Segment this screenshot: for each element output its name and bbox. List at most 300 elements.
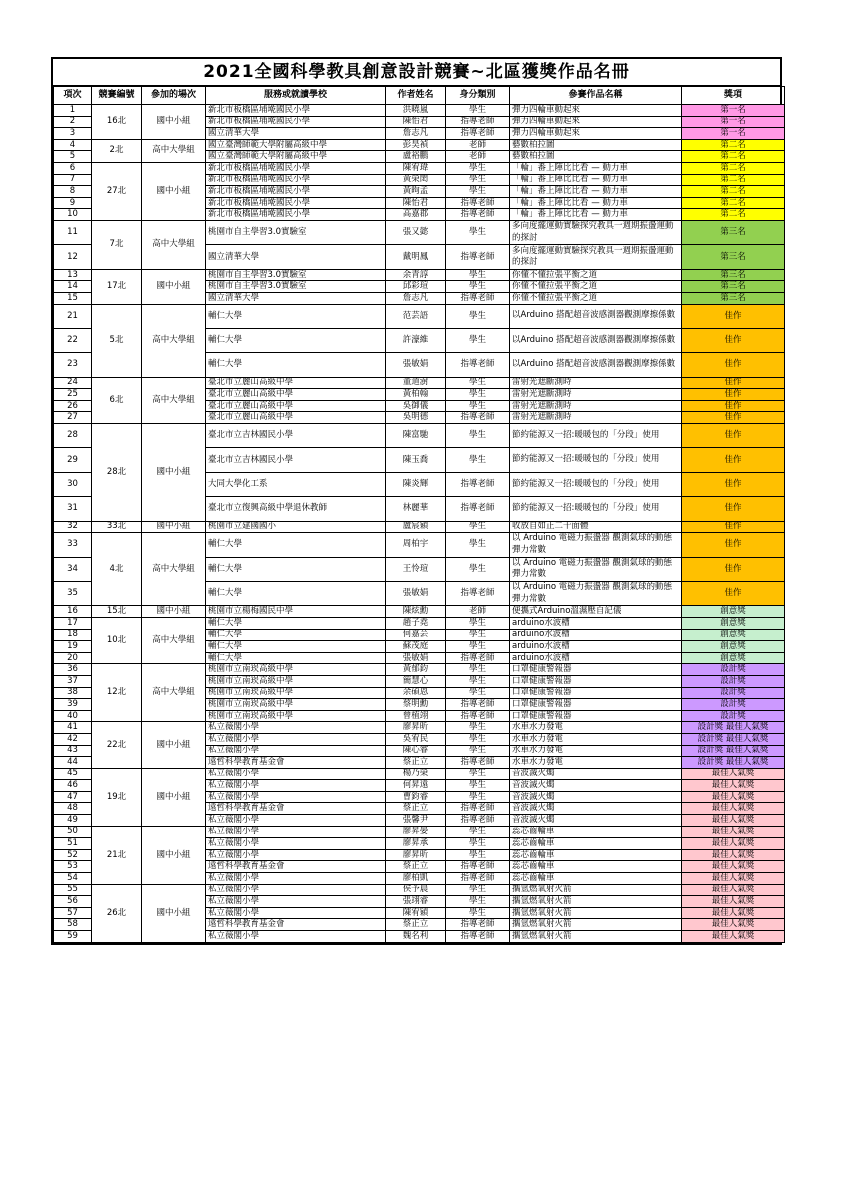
table-row xyxy=(54,139,785,151)
cell-no: 33 xyxy=(54,533,92,557)
cell-session: 國中小組 xyxy=(142,884,206,942)
cell-work: 雷射光遮斷測時 xyxy=(510,400,682,412)
cell-school: 大同大學化工系 xyxy=(206,472,386,496)
cell-name: 廖昇晏 xyxy=(386,826,446,838)
cell-work: 節約能源又一招:暖暖包的「分段」使用 xyxy=(510,497,682,521)
cell-award: 設計獎 最佳人氣獎 xyxy=(682,733,785,745)
cell-school: 桃園市立南崁高級中學 xyxy=(206,699,386,711)
cell-name: 蔡正立 xyxy=(386,757,446,769)
cell-award: 最佳人氣獎 xyxy=(682,803,785,815)
cell-name: 陳心睿 xyxy=(386,745,446,757)
cell-school: 桃園市立南崁高級中學 xyxy=(206,687,386,699)
cell-name: 董道澍 xyxy=(386,377,446,389)
cell-school: 輔仁大學 xyxy=(206,304,386,328)
cell-role: 學生 xyxy=(446,174,510,186)
cell-award: 第二名 xyxy=(682,197,785,209)
cell-role: 學生 xyxy=(446,533,510,557)
cell-school: 輔仁大學 xyxy=(206,328,386,352)
cell-no: 7 xyxy=(54,174,92,186)
header-award: 獎項 xyxy=(682,87,785,105)
cell-award: 最佳人氣獎 xyxy=(682,919,785,931)
cell-award: 最佳人氣獎 xyxy=(682,849,785,861)
cell-school: 新北市板橋區埔墘國民小學 xyxy=(206,197,386,209)
cell-work: 以Arduino 搭配超音波感測器觀測摩擦係數 xyxy=(510,328,682,352)
cell-name: 余碩恩 xyxy=(386,687,446,699)
cell-name: 陳怡君 xyxy=(386,116,446,128)
cell-school: 私立薇閣小學 xyxy=(206,838,386,850)
cell-school: 遠哲科學教育基金會 xyxy=(206,803,386,815)
cell-name: 陳宥穎 xyxy=(386,907,446,919)
cell-work: 音波滅火燭 xyxy=(510,803,682,815)
cell-role: 學生 xyxy=(446,377,510,389)
cell-role: 指導老師 xyxy=(446,412,510,424)
cell-award: 第三名 xyxy=(682,269,785,281)
cell-award: 創意獎 xyxy=(682,652,785,664)
cell-name: 陳玉喬 xyxy=(386,448,446,472)
cell-work: 雷射光遮斷測時 xyxy=(510,389,682,401)
cell-school: 私立薇閣小學 xyxy=(206,873,386,885)
cell-school: 臺北市立麗山高級中學 xyxy=(206,377,386,389)
cell-work: arduino水波槽 xyxy=(510,629,682,641)
table-row xyxy=(54,533,785,557)
cell-award: 設計獎 xyxy=(682,710,785,722)
cell-work: 音波滅火燭 xyxy=(510,791,682,803)
cell-entry-id: 33北 xyxy=(92,521,142,533)
cell-work: 藝數柏拉圖 xyxy=(510,139,682,151)
table-row xyxy=(54,377,785,389)
cell-work: 攜氫燃氧射火箭 xyxy=(510,919,682,931)
cell-award: 佳作 xyxy=(682,328,785,352)
table-row xyxy=(54,826,785,838)
cell-no: 35 xyxy=(54,581,92,605)
cell-no: 9 xyxy=(54,197,92,209)
cell-award: 佳作 xyxy=(682,424,785,448)
cell-school: 臺北市立麗山高級中學 xyxy=(206,400,386,412)
header-entry-id: 競賽編號 xyxy=(92,87,142,105)
table-row xyxy=(54,617,785,629)
table-header-row xyxy=(54,87,785,105)
cell-no: 13 xyxy=(54,269,92,281)
cell-name: 何昇遠 xyxy=(386,780,446,792)
cell-name: 魏名利 xyxy=(386,931,446,943)
cell-no: 26 xyxy=(54,400,92,412)
cell-award: 第一名 xyxy=(682,116,785,128)
cell-role: 學生 xyxy=(446,400,510,412)
cell-work: 你懂不懂拉張平衡之道 xyxy=(510,281,682,293)
cell-no: 15 xyxy=(54,292,92,304)
cell-award: 佳作 xyxy=(682,304,785,328)
cell-work: 便攜式Arduino溫濕壓自記儀 xyxy=(510,606,682,618)
table-row xyxy=(54,105,785,117)
cell-work: 水車水力發電 xyxy=(510,722,682,734)
cell-work: 藝數柏拉圖 xyxy=(510,151,682,163)
cell-no: 50 xyxy=(54,826,92,838)
cell-school: 臺北市立麗山高級中學 xyxy=(206,412,386,424)
header-work: 參賽作品名稱 xyxy=(510,87,682,105)
cell-work: arduino水波槽 xyxy=(510,652,682,664)
header-name: 作者姓名 xyxy=(386,87,446,105)
cell-work: 水車水力發電 xyxy=(510,745,682,757)
cell-name: 盧裕鵬 xyxy=(386,151,446,163)
cell-name: 黃柏翰 xyxy=(386,389,446,401)
cell-role: 指導老師 xyxy=(446,245,510,269)
cell-award: 第二名 xyxy=(682,162,785,174)
cell-role: 指導老師 xyxy=(446,197,510,209)
cell-role: 指導老師 xyxy=(446,919,510,931)
cell-school: 新北市板橋區埔墘國民小學 xyxy=(206,209,386,221)
cell-name: 廖昇承 xyxy=(386,838,446,850)
cell-role: 學生 xyxy=(446,687,510,699)
cell-no: 56 xyxy=(54,896,92,908)
cell-award: 最佳人氣獎 xyxy=(682,931,785,943)
table-row xyxy=(54,606,785,618)
cell-no: 5 xyxy=(54,151,92,163)
cell-no: 51 xyxy=(54,838,92,850)
cell-school: 輔仁大學 xyxy=(206,557,386,581)
cell-name: 蔡正立 xyxy=(386,919,446,931)
cell-name: 邱彩瑄 xyxy=(386,281,446,293)
cell-name: 陳富馳 xyxy=(386,424,446,448)
cell-school: 新北市板橋區埔墘國民小學 xyxy=(206,105,386,117)
cell-session: 高中大學組 xyxy=(142,377,206,423)
cell-school: 國立清華大學 xyxy=(206,245,386,269)
cell-award: 最佳人氣獎 xyxy=(682,873,785,885)
cell-no: 39 xyxy=(54,699,92,711)
cell-name: 盧宸穎 xyxy=(386,521,446,533)
cell-award: 佳作 xyxy=(682,377,785,389)
cell-work: 你懂不懂拉張平衡之道 xyxy=(510,292,682,304)
cell-school: 桃園市立南崁高級中學 xyxy=(206,710,386,722)
cell-role: 指導老師 xyxy=(446,710,510,722)
cell-role: 學生 xyxy=(446,664,510,676)
cell-no: 20 xyxy=(54,652,92,664)
header-school: 服務或就讀學校 xyxy=(206,87,386,105)
cell-award: 佳作 xyxy=(682,412,785,424)
cell-no: 6 xyxy=(54,162,92,174)
cell-award: 第二名 xyxy=(682,209,785,221)
cell-work: 口罩健康警報器 xyxy=(510,710,682,722)
cell-award: 第二名 xyxy=(682,174,785,186)
cell-no: 28 xyxy=(54,424,92,448)
cell-school: 私立薇閣小學 xyxy=(206,780,386,792)
cell-role: 指導老師 xyxy=(446,116,510,128)
cell-award: 最佳人氣獎 xyxy=(682,896,785,908)
cell-award: 最佳人氣獎 xyxy=(682,838,785,850)
cell-no: 49 xyxy=(54,815,92,827)
cell-no: 32 xyxy=(54,521,92,533)
table-row xyxy=(54,424,785,448)
cell-name: 曹鈞睿 xyxy=(386,791,446,803)
cell-no: 54 xyxy=(54,873,92,885)
cell-award: 第二名 xyxy=(682,139,785,151)
cell-entry-id: 21北 xyxy=(92,826,142,884)
cell-role: 學生 xyxy=(446,768,510,780)
cell-work: 音波滅火燭 xyxy=(510,780,682,792)
header-no: 項次 xyxy=(54,87,92,105)
cell-role: 學生 xyxy=(446,884,510,896)
cell-name: 余青諄 xyxy=(386,269,446,281)
cell-entry-id: 5北 xyxy=(92,304,142,377)
cell-award: 最佳人氣獎 xyxy=(682,791,785,803)
cell-session: 國中小組 xyxy=(142,768,206,826)
cell-name: 黃榮閎 xyxy=(386,174,446,186)
table-row xyxy=(54,304,785,328)
cell-name: 廖昇昕 xyxy=(386,849,446,861)
cell-no: 18 xyxy=(54,629,92,641)
cell-school: 臺北市立復興高級中學退休教師 xyxy=(206,497,386,521)
cell-no: 41 xyxy=(54,722,92,734)
cell-session: 高中大學組 xyxy=(142,617,206,663)
cell-school: 國立清華大學 xyxy=(206,128,386,140)
cell-school: 私立薇閣小學 xyxy=(206,849,386,861)
cell-name: 林麗華 xyxy=(386,497,446,521)
cell-award: 第一名 xyxy=(682,128,785,140)
cell-award: 第三名 xyxy=(682,245,785,269)
cell-school: 輔仁大學 xyxy=(206,641,386,653)
cell-work: 蕊芯齒輪車 xyxy=(510,826,682,838)
cell-school: 遠哲科學教育基金會 xyxy=(206,861,386,873)
cell-work: 彈力四輪車動起來 xyxy=(510,128,682,140)
cell-award: 第三名 xyxy=(682,220,785,244)
cell-school: 桃園市立楊梅國民中學 xyxy=(206,606,386,618)
table-row xyxy=(54,521,785,533)
cell-no: 38 xyxy=(54,687,92,699)
cell-session: 國中小組 xyxy=(142,269,206,304)
table-row xyxy=(54,162,785,174)
cell-no: 22 xyxy=(54,328,92,352)
cell-role: 老師 xyxy=(446,606,510,618)
cell-name: 洪曉嵐 xyxy=(386,105,446,117)
cell-entry-id: 10北 xyxy=(92,617,142,663)
cell-session: 國中小組 xyxy=(142,162,206,220)
cell-name: 陳宥瑋 xyxy=(386,162,446,174)
cell-work: 攜氫燃氧射火箭 xyxy=(510,884,682,896)
cell-role: 指導老師 xyxy=(446,472,510,496)
cell-no: 10 xyxy=(54,209,92,221)
cell-name: 張又懿 xyxy=(386,220,446,244)
cell-work: 你懂不懂拉張平衡之道 xyxy=(510,269,682,281)
cell-role: 學生 xyxy=(446,281,510,293)
cell-work: 節約能源又一招:暖暖包的「分段」使用 xyxy=(510,448,682,472)
cell-no: 2 xyxy=(54,116,92,128)
cell-work: 彈力四輪車動起來 xyxy=(510,116,682,128)
cell-role: 學生 xyxy=(446,304,510,328)
cell-role: 學生 xyxy=(446,675,510,687)
cell-session: 國中小組 xyxy=(142,606,206,618)
cell-award: 佳作 xyxy=(682,497,785,521)
cell-award: 設計獎 最佳人氣獎 xyxy=(682,757,785,769)
cell-session: 高中大學組 xyxy=(142,533,206,606)
cell-entry-id: 17北 xyxy=(92,269,142,304)
cell-role: 學生 xyxy=(446,641,510,653)
cell-school: 桃園市自主學習3.0實驗室 xyxy=(206,281,386,293)
cell-role: 學生 xyxy=(446,424,510,448)
cell-school: 新北市板橋區埔墘國民小學 xyxy=(206,162,386,174)
cell-name: 詹志凡 xyxy=(386,292,446,304)
cell-session: 高中大學組 xyxy=(142,304,206,377)
cell-award: 佳作 xyxy=(682,353,785,377)
cell-work: 雷射光遮斷測時 xyxy=(510,377,682,389)
cell-award: 最佳人氣獎 xyxy=(682,884,785,896)
cell-role: 學生 xyxy=(446,389,510,401)
cell-award: 創意獎 xyxy=(682,606,785,618)
cell-role: 學生 xyxy=(446,328,510,352)
cell-award: 佳作 xyxy=(682,472,785,496)
cell-no: 48 xyxy=(54,803,92,815)
cell-name: 廖柏凱 xyxy=(386,873,446,885)
cell-name: 蘇茂庭 xyxy=(386,641,446,653)
cell-work: 水車水力發電 xyxy=(510,757,682,769)
cell-school: 私立薇閣小學 xyxy=(206,745,386,757)
cell-award: 設計獎 xyxy=(682,664,785,676)
cell-school: 輔仁大學 xyxy=(206,617,386,629)
cell-no: 31 xyxy=(54,497,92,521)
cell-work: 蕊芯齒輪車 xyxy=(510,838,682,850)
cell-work: 口罩健康警報器 xyxy=(510,687,682,699)
cell-session: 國中小組 xyxy=(142,826,206,884)
cell-school: 私立薇閣小學 xyxy=(206,791,386,803)
cell-work: 蕊芯齒輪車 xyxy=(510,849,682,861)
cell-role: 指導老師 xyxy=(446,497,510,521)
cell-award: 設計獎 xyxy=(682,699,785,711)
cell-school: 私立薇閣小學 xyxy=(206,768,386,780)
cell-award: 創意獎 xyxy=(682,617,785,629)
cell-no: 12 xyxy=(54,245,92,269)
cell-work: 多向度擺運動實驗探究教具一週期振盪運動的探討 xyxy=(510,245,682,269)
cell-role: 指導老師 xyxy=(446,353,510,377)
cell-no: 55 xyxy=(54,884,92,896)
cell-award: 第三名 xyxy=(682,281,785,293)
cell-name: 黃郁鈞 xyxy=(386,664,446,676)
cell-name: 廖昇昕 xyxy=(386,722,446,734)
cell-name: 王怜瑄 xyxy=(386,557,446,581)
cell-name: 許濠維 xyxy=(386,328,446,352)
cell-work: 「輪」番上陣比比看 — 動力車 xyxy=(510,209,682,221)
cell-work: 攜氫燃氧射火箭 xyxy=(510,907,682,919)
cell-no: 52 xyxy=(54,849,92,861)
cell-award: 設計獎 最佳人氣獎 xyxy=(682,745,785,757)
cell-no: 27 xyxy=(54,412,92,424)
cell-no: 25 xyxy=(54,389,92,401)
cell-no: 53 xyxy=(54,861,92,873)
cell-no: 21 xyxy=(54,304,92,328)
cell-name: 陳炫勳 xyxy=(386,606,446,618)
cell-award: 佳作 xyxy=(682,389,785,401)
cell-work: 攜氫燃氧射火箭 xyxy=(510,931,682,943)
cell-work: 蕊芯齒輪車 xyxy=(510,861,682,873)
cell-award: 佳作 xyxy=(682,521,785,533)
cell-entry-id: 26北 xyxy=(92,884,142,942)
cell-session: 國中小組 xyxy=(142,722,206,768)
cell-school: 桃園市立建國國小 xyxy=(206,521,386,533)
cell-work: 音波滅火燭 xyxy=(510,815,682,827)
cell-no: 19 xyxy=(54,641,92,653)
cell-award: 最佳人氣獎 xyxy=(682,861,785,873)
cell-award: 佳作 xyxy=(682,557,785,581)
cell-role: 學生 xyxy=(446,186,510,198)
cell-work: 以Arduino 搭配超音波感測器觀測摩擦係數 xyxy=(510,353,682,377)
cell-session: 國中小組 xyxy=(142,105,206,140)
cell-work: 「輪」番上陣比比看 — 動力車 xyxy=(510,186,682,198)
cell-school: 臺北市立麗山高級中學 xyxy=(206,389,386,401)
cell-name: 簡慧心 xyxy=(386,675,446,687)
cell-entry-id: 28北 xyxy=(92,424,142,522)
cell-no: 16 xyxy=(54,606,92,618)
table-row xyxy=(54,269,785,281)
cell-work: 雷射光遮斷測時 xyxy=(510,412,682,424)
cell-no: 43 xyxy=(54,745,92,757)
cell-role: 指導老師 xyxy=(446,815,510,827)
cell-role: 學生 xyxy=(446,105,510,117)
cell-name: 張敏娟 xyxy=(386,353,446,377)
cell-no: 47 xyxy=(54,791,92,803)
cell-role: 學生 xyxy=(446,780,510,792)
cell-no: 36 xyxy=(54,664,92,676)
cell-school: 私立薇閣小學 xyxy=(206,884,386,896)
cell-award: 最佳人氣獎 xyxy=(682,768,785,780)
cell-no: 34 xyxy=(54,557,92,581)
award-sheet xyxy=(51,57,782,945)
header-role: 身分類別 xyxy=(446,87,510,105)
cell-role: 指導老師 xyxy=(446,292,510,304)
cell-school: 桃園市立南崁高級中學 xyxy=(206,664,386,676)
page-title: 2021全國科學教具創意設計競賽~北區獲獎作品名冊 xyxy=(53,59,780,86)
cell-school: 國立清華大學 xyxy=(206,292,386,304)
cell-no: 11 xyxy=(54,220,92,244)
cell-no: 57 xyxy=(54,907,92,919)
cell-no: 8 xyxy=(54,186,92,198)
cell-role: 學生 xyxy=(446,907,510,919)
cell-role: 學生 xyxy=(446,849,510,861)
cell-no: 4 xyxy=(54,139,92,151)
cell-role: 指導老師 xyxy=(446,931,510,943)
cell-no: 46 xyxy=(54,780,92,792)
cell-award: 最佳人氣獎 xyxy=(682,815,785,827)
cell-session: 國中小組 xyxy=(142,521,206,533)
cell-name: 侯予晨 xyxy=(386,884,446,896)
cell-work: 「輪」番上陣比比看 — 動力車 xyxy=(510,197,682,209)
cell-school: 輔仁大學 xyxy=(206,353,386,377)
cell-school: 私立薇閣小學 xyxy=(206,733,386,745)
cell-work: 節約能源又一招:暖暖包的「分段」使用 xyxy=(510,424,682,448)
cell-award: 佳作 xyxy=(682,533,785,557)
cell-role: 學生 xyxy=(446,617,510,629)
cell-school: 新北市板橋區埔墘國民小學 xyxy=(206,174,386,186)
cell-entry-id: 4北 xyxy=(92,533,142,606)
cell-name: 周柏宇 xyxy=(386,533,446,557)
cell-work: 口罩健康警報器 xyxy=(510,699,682,711)
cell-entry-id: 7北 xyxy=(92,220,142,269)
cell-entry-id: 22北 xyxy=(92,722,142,768)
cell-work: 口罩健康警報器 xyxy=(510,664,682,676)
cell-name: 張翊睿 xyxy=(386,896,446,908)
cell-school: 臺北市立吉林國民小學 xyxy=(206,448,386,472)
cell-award: 最佳人氣獎 xyxy=(682,780,785,792)
cell-work: 以Arduino 搭配超音波感測器觀測摩擦係數 xyxy=(510,304,682,328)
cell-school: 輔仁大學 xyxy=(206,581,386,605)
cell-role: 指導老師 xyxy=(446,861,510,873)
cell-work: 收放自如正二十面體 xyxy=(510,521,682,533)
cell-no: 58 xyxy=(54,919,92,931)
cell-school: 國立臺灣師範大學附屬高級中學 xyxy=(206,139,386,151)
cell-school: 桃園市自主學習3.0實驗室 xyxy=(206,220,386,244)
cell-name: 蔡正立 xyxy=(386,861,446,873)
cell-role: 學生 xyxy=(446,269,510,281)
cell-award: 最佳人氣獎 xyxy=(682,826,785,838)
cell-school: 新北市板橋區埔墘國民小學 xyxy=(206,116,386,128)
cell-name: 彭昊禎 xyxy=(386,139,446,151)
cell-work: 以 Arduino 電磁力振盪器 觀測氣球的動態彈力常數 xyxy=(510,533,682,557)
